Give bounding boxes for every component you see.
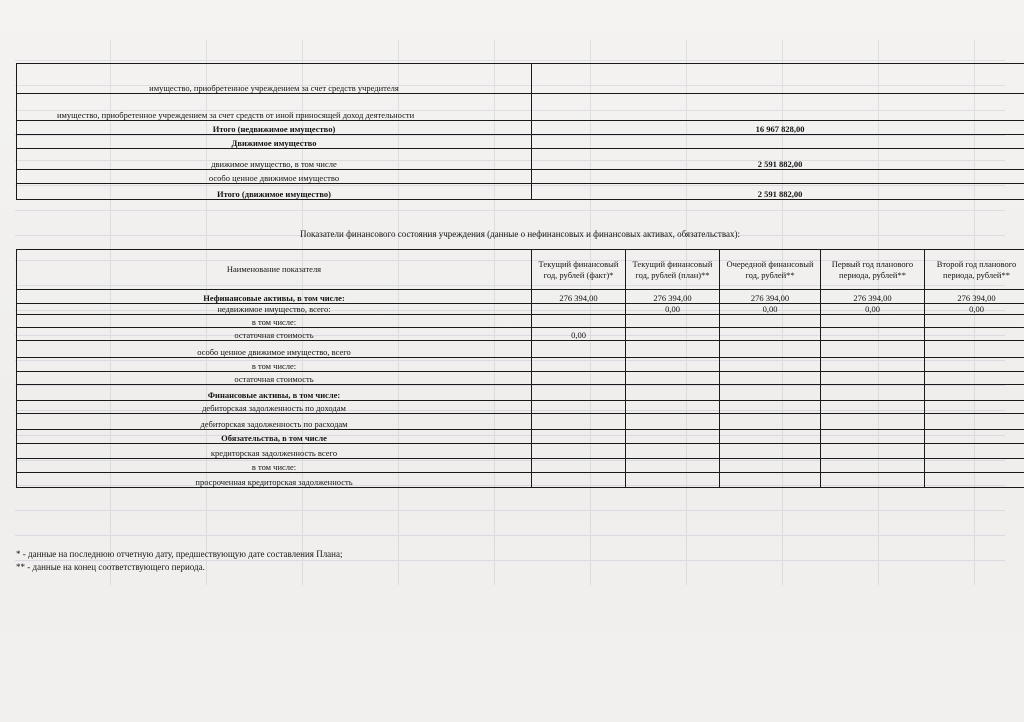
indicator-value — [925, 328, 1024, 341]
indicator-value: 0,00 — [532, 328, 626, 341]
indicator-value — [626, 459, 720, 473]
indicator-value — [821, 430, 925, 444]
indicator-value — [720, 358, 821, 372]
indicator-label: Нефинансовые активы, в том числе: — [17, 290, 532, 304]
indicator-value — [821, 459, 925, 473]
section-title: Показатели финансового состояния учреждения (данные о нефинансовых и финансовых активах, обязательствах): — [300, 229, 740, 239]
indicator-value — [626, 328, 720, 341]
indicator-label: недвижимое имущество, всего: — [17, 304, 532, 315]
financial-row — [17, 430, 1024, 444]
property-value — [532, 135, 1024, 149]
indicator-value — [720, 372, 821, 385]
financial-row — [17, 290, 1024, 304]
indicator-value — [532, 304, 626, 315]
indicator-value — [626, 341, 720, 358]
indicator-value: 276 394,00 — [720, 290, 821, 304]
financial-row — [17, 304, 1024, 315]
indicator-value — [626, 385, 720, 401]
indicator-label: дебиторская задолженность по доходам — [17, 401, 532, 414]
property-value: 2 591 882,00 — [532, 184, 1024, 200]
indicator-value — [821, 414, 925, 430]
indicator-value — [532, 430, 626, 444]
property-table — [16, 63, 1024, 200]
header-next-year: Очередной финансовый год, рублей** — [720, 250, 821, 290]
indicator-label: особо ценное движимое имущество, всего — [17, 341, 532, 358]
financial-row — [17, 372, 1024, 385]
indicator-value — [821, 341, 925, 358]
property-row — [17, 121, 1024, 135]
indicator-value — [532, 372, 626, 385]
financial-row — [17, 358, 1024, 372]
financial-row — [17, 473, 1024, 488]
indicator-value — [925, 473, 1024, 488]
indicator-value — [720, 430, 821, 444]
header-name: Наименование показателя — [17, 250, 532, 290]
property-row — [17, 149, 1024, 170]
indicator-value — [532, 414, 626, 430]
indicator-value — [626, 372, 720, 385]
indicator-label: Обязательства, в том числе — [17, 430, 532, 444]
indicator-value — [720, 414, 821, 430]
indicator-label: в том числе: — [17, 315, 532, 328]
indicator-value: 0,00 — [626, 304, 720, 315]
financial-row — [17, 444, 1024, 459]
indicator-value — [626, 473, 720, 488]
property-label: Движимое имущество — [17, 135, 532, 149]
indicator-value — [626, 414, 720, 430]
property-label: Итого (недвижимое имущество) — [17, 121, 532, 135]
indicator-value: 0,00 — [720, 304, 821, 315]
indicator-value: 0,00 — [925, 304, 1024, 315]
indicator-value: 276 394,00 — [925, 290, 1024, 304]
indicator-value — [821, 315, 925, 328]
property-label: имущество, приобретенное учреждением за счет средств учредителя — [17, 64, 532, 94]
financial-row — [17, 341, 1024, 358]
property-value: 16 967 828,00 — [532, 121, 1024, 135]
indicator-value — [720, 341, 821, 358]
indicator-value — [821, 385, 925, 401]
indicator-value — [626, 358, 720, 372]
header-current-plan: Текущий финансовый год, рублей (план)** — [626, 250, 720, 290]
indicator-value — [925, 444, 1024, 459]
indicator-value — [532, 459, 626, 473]
property-value — [532, 94, 1024, 121]
indicator-value — [532, 315, 626, 328]
financial-row — [17, 385, 1024, 401]
property-label: имущество, приобретенное учреждением за счет средств от иной приносящей доход деятельности — [17, 94, 532, 121]
financial-row — [17, 315, 1024, 328]
property-label: особо ценное движимое имущество — [17, 170, 532, 184]
indicator-value — [925, 385, 1024, 401]
footnote-1: * - данные на последнюю отчетную дату, предшествующую дате составления Плана; — [16, 549, 343, 559]
indicator-value — [925, 430, 1024, 444]
indicator-value — [626, 444, 720, 459]
indicator-value — [532, 444, 626, 459]
property-label: движимое имущество, в том числе — [17, 149, 532, 170]
financial-row — [17, 459, 1024, 473]
financial-state-table — [16, 249, 1024, 488]
indicator-value — [925, 401, 1024, 414]
indicator-label: Финансовые активы, в том числе: — [17, 385, 532, 401]
indicator-value: 0,00 — [821, 304, 925, 315]
property-row — [17, 135, 1024, 149]
indicator-label: в том числе: — [17, 459, 532, 473]
indicator-value — [925, 414, 1024, 430]
indicator-value — [821, 328, 925, 341]
property-value: 2 591 882,00 — [532, 149, 1024, 170]
property-row — [17, 94, 1024, 121]
header-second-plan-year: Второй год планового периода, рублей** — [925, 250, 1024, 290]
indicator-label: остаточная стоимость — [17, 328, 532, 341]
indicator-value — [532, 358, 626, 372]
indicator-label: остаточная стоимость — [17, 372, 532, 385]
indicator-value — [821, 372, 925, 385]
indicator-value — [720, 401, 821, 414]
indicator-value — [532, 401, 626, 414]
indicator-value — [925, 372, 1024, 385]
financial-row — [17, 401, 1024, 414]
indicator-value — [821, 401, 925, 414]
indicator-value — [626, 315, 720, 328]
header-first-plan-year: Первый год планового периода, рублей** — [821, 250, 925, 290]
indicator-value: 276 394,00 — [532, 290, 626, 304]
property-value — [532, 64, 1024, 94]
indicator-label: кредиторская задолженность всего — [17, 444, 532, 459]
indicator-value — [821, 358, 925, 372]
indicator-value — [720, 315, 821, 328]
indicator-value — [821, 473, 925, 488]
property-value — [532, 170, 1024, 184]
indicator-value — [532, 473, 626, 488]
indicator-value — [626, 401, 720, 414]
financial-row — [17, 414, 1024, 430]
header-row — [17, 250, 1024, 290]
financial-row — [17, 328, 1024, 341]
indicator-value — [720, 473, 821, 488]
indicator-value — [925, 341, 1024, 358]
property-row — [17, 170, 1024, 184]
indicator-label: просроченная кредиторская задолженность — [17, 473, 532, 488]
indicator-value — [720, 459, 821, 473]
indicator-label: дебиторская задолженность по расходам — [17, 414, 532, 430]
header-current-fact: Текущий финансовый год, рублей (факт)* — [532, 250, 626, 290]
footnote-2: ** - данные на конец соответствующего периода. — [16, 562, 205, 572]
indicator-value — [925, 358, 1024, 372]
indicator-value — [720, 385, 821, 401]
indicator-value: 276 394,00 — [626, 290, 720, 304]
indicator-value — [925, 315, 1024, 328]
indicator-label: в том числе: — [17, 358, 532, 372]
indicator-value — [532, 385, 626, 401]
indicator-value — [626, 430, 720, 444]
indicator-value — [532, 341, 626, 358]
indicator-value — [925, 459, 1024, 473]
property-row — [17, 64, 1024, 94]
property-label: Итого (движимое имущество) — [17, 184, 532, 200]
indicator-value — [720, 328, 821, 341]
property-row — [17, 184, 1024, 200]
indicator-value — [720, 444, 821, 459]
indicator-value: 276 394,00 — [821, 290, 925, 304]
indicator-value — [821, 444, 925, 459]
